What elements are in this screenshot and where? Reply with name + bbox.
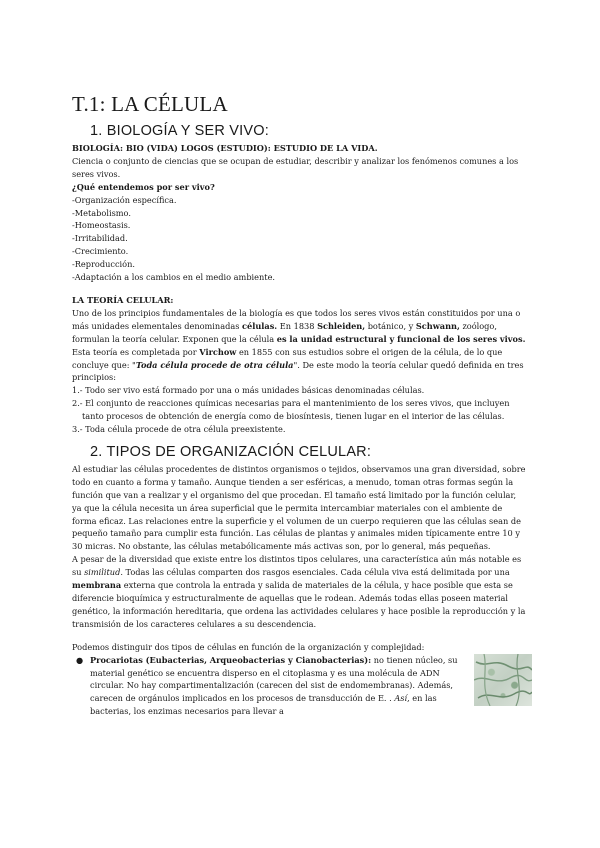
bullet-icon: ●: [76, 654, 84, 665]
list-item: -Homeostasis.: [72, 220, 131, 231]
cell-types-list: [72, 654, 528, 719]
list-item: -Crecimiento.: [72, 246, 129, 257]
list-item: -Organización específica.: [72, 194, 177, 205]
name-schwann: Schwann,: [415, 320, 460, 331]
list-item: -Adaptación a los cambios en el medio ambiente.: [72, 272, 276, 283]
membrane-term: membrana: [72, 580, 122, 591]
list-item: -Metabolismo.: [72, 207, 131, 218]
name-schleiden: Schleiden,: [317, 320, 366, 331]
cell-types-intro: Podemos distinguir dos tipos de células en función de la organización y complejidad:: [72, 641, 425, 652]
cell-theory-principles: [72, 384, 528, 436]
living-being-question: ¿Qué entendemos por ser vivo?: [72, 181, 215, 192]
biology-definition: Ciencia o conjunto de ciencias que se ocupan de estudiar, describir y analizar los fenómenos comunes a los seres vivos.: [72, 155, 519, 179]
term-cells: células.: [242, 320, 278, 331]
cyanobacteria-micrograph: [474, 654, 532, 706]
virchow-quote: Toda célula procede de otra célula: [135, 359, 294, 370]
living-features-list: [72, 194, 528, 284]
similarity-paragraph: A pesar de la diversidad que existe entre los distintos tipos celulares, una característica aún más notable es su similitud. Todas las células comparten dos rasgos esenciales. Cada célula viva está delimitada por una membrana externa que controla la entrada y salida de materiales de la célula, y hace posible que esta se diferencie bioquímica y estructuralmente de aquellas que le rodean. Además todas ellas poseen material genético, la información hereditaria, que ordena las actividades celulares y hace posible la reproducción y la transmisión de los caracteres celulares a su descendencia.: [72, 554, 526, 629]
list-item: 2.- El conjunto de reacciones químicas necesarias para el mantenimiento de los seres vivos, que incluyen tanto procesos de obtención de energía como de biosíntesis, tienen lugar en el interior de las células.: [72, 398, 510, 422]
biology-subheading: BIOLOGÍA: BIO (VIDA) LOGOS (ESTUDIO): ESTUDIO DE LA VIDA.: [72, 143, 378, 153]
section-1-heading: 1. BIOLOGÍA Y SER VIVO:: [90, 123, 269, 139]
unit-statement: es la unidad estructural y funcional de los seres vivos.: [276, 333, 526, 344]
document-page: [72, 92, 528, 718]
prokaryote-item: ● Procariotas (Eubacterias, Arqueobacterias y Cianobacterias): no tienen núcleo, su material genético se encuentra disperso en el citoplasma y es una molécula de ADN circular. No hay compartimentalización (carecen del sist de endomembranas). Además, carecen de orgánulos implicados en los procesos de transducción de E. . Así, en las bacterias, los enzimas necesarios para llevar a: [72, 654, 528, 719]
page-title: T.1: LA CÉLULA: [72, 92, 228, 116]
list-item: 3.- Toda célula procede de otra célula preexistente.: [72, 424, 286, 435]
section-2-heading: 2. TIPOS DE ORGANIZACIÓN CELULAR:: [90, 443, 372, 460]
prokaryote-label: Procariotas (Eubacterias, Arqueobacterias y Cianobacterias):: [90, 654, 372, 665]
list-item: -Irritabilidad.: [72, 233, 128, 244]
name-virchow: Virchow: [199, 346, 237, 357]
list-item: -Reproducción.: [72, 259, 135, 270]
cell-theory-paragraph: Uno de los principios fundamentales de la biología es que todos los seres vivos están constituidos por una o más unidades elementales denominadas células. En 1838 Schleiden, botánico, y Schwann, zoólogo, formulan la teoría celular. Exponen que la célula es la unidad estructural y funcional de los seres vivos. Esta teoría es completada por Virchow en 1855 con sus estudios sobre el origen de la célula, de lo que concluye que: "Toda célula procede de otra célula". De este modo la teoría celular quedó definida en tres principios:: [72, 307, 526, 383]
diversity-paragraph: Al estudiar las células procedentes de distintos organismos o tejidos, observamos una gran diversidad, sobre todo en cuanto a forma y tamaño. Aunque tienden a ser esféricas, a menudo, toman otras formas según la función que van a realizar y el organismo del que procedan. El tamaño está limitado por la función celular, ya que la célula necesita un área superficial que le permita intercambiar materiales con el ambiente de forma eficaz. Las relaciones entre la superficie y el volumen de un cuerpo requieren que las células sean de pequeño tamaño para cumplir esta función. Las células de plantas y animales miden típicamente entre 10 y 30 micras. No obstante, las células metabólicamente más activas son, por lo general, más pequeñas.: [72, 463, 526, 552]
similarity-term: similitud.: [84, 567, 123, 578]
list-item: 1.- Todo ser vivo está formado por una o más unidades básicas denominadas células.: [72, 385, 425, 396]
cell-theory-heading: LA TEORÍA CELULAR:: [72, 294, 174, 305]
